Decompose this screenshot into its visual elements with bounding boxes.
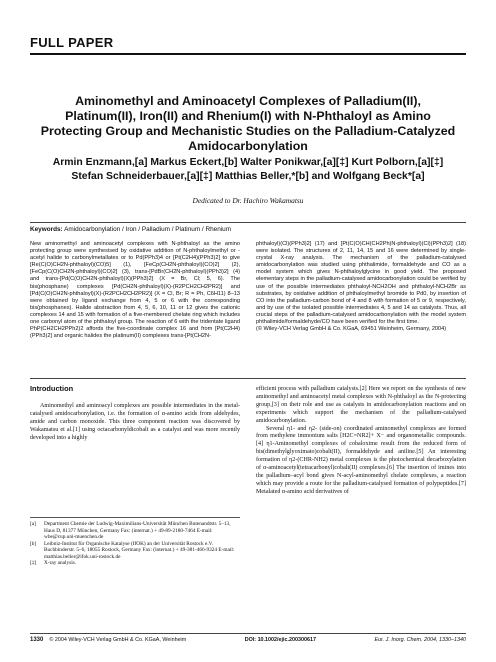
affiliation-text: Leibniz-Institut für Organische Katalyse (IfOK) an der Universität Rostock e.V. Buchbinderstr. 5–6, 18055 Rostock, Germany Fax: (internat.) + 49-381-466-9324 E-mail: matthias.beller@ifok.uni-rostock.de: [44, 540, 235, 560]
keywords-line: [30, 222, 466, 233]
affiliation-item: [30, 560, 240, 567]
abstract-rule: [30, 378, 466, 379]
keywords-text: Amidocarbonylation / Iron / Palladium / Platinum / Rhenium: [64, 226, 232, 233]
journal-citation: Eur. J. Inorg. Chem. 2004, 1330–1340: [374, 637, 466, 643]
abstract-copyright: (© Wiley-VCH Verlag GmbH & Co. KGaA, 69451 Weinheim, Germany, 2004): [256, 326, 447, 333]
introduction-right-column: [256, 386, 466, 497]
introduction-paragraph: efficient process with palladium catalysts.[2] Here we report on the synthesis of new aminomethyl and aminoacetyl metal complexes with N-phthaloyl as the N-protecting group,[3] on their role and use as catalysts in amidocarbonylation reactions and on experiments which support the mechanism of the palladium-catalysed amidocarbonylation.: [256, 386, 466, 424]
affiliation-item: [30, 541, 240, 561]
dedication: Dedicated to Dr. Hachiro Wakamatsu: [192, 196, 304, 205]
page-number: 1330: [30, 637, 44, 643]
running-header: FULL PAPER: [30, 35, 114, 50]
introduction-paragraph: Aminomethyl and aminoacyl complexes are possible intermediates in the metal-catalysed amidocarbonylation, i.e. the formation of α-amino acids from aldehydes, amide and carbon monoxide. This three component reaction was discovered by Wakamatsu et al.[1] using octacarbonyldicobalt as a catalyst and was more recently developed into a highly: [30, 403, 240, 441]
affiliation-mark: [b]: [30, 540, 37, 547]
author-line-2: Stefan Schneiderbauer,[a][‡] Matthias Beller,*[b] and Wolfgang Beck*[a]: [71, 171, 425, 182]
abstract-right-text: phthaloyl)(Cl)(PPh3)2] (17) and [Pt(C(O)CH(CH2Ph)N-phthaloyl)(Cl)(PPh3)2] (18) were isolated. The structures of 2, 11, 14, 15 and 16 were determined by single-crystal X-ray analysis. The mechanism of the palladium-catalysed amidocarbonylation was studied using phthalimide, formaldehyde and CO as a model system which gives N-phthaloylglycine in good yield. The proposed elementary steps in the palladium-catalysed amidocarbonylation could be verified by use of the possible intermediates phthaloyl-NCH2OH and phthaloyl-NCH2Br as substrates, by oxidative addition of phthaloylmethyl bromide to Pd0, by insertion of CO into the palladium-carbon bond of 4 and 8 with formation of 5 or 9, respectively, and by use of the isolated possible intermediates 4, 5 and 14 as catalysts. Thus, all crucial steps of the palladium-catalysed amidocarbonylation with the model system phthalimide/formaldehyde/CO have been verified for the first time.: [256, 241, 466, 326]
page-footer: [30, 637, 466, 643]
doi-link[interactable]: DOI: 10.1002/ejic.200300617: [244, 637, 317, 643]
author-list: [40, 156, 456, 184]
introduction-left-column: [30, 403, 240, 443]
footer-rule: [30, 633, 466, 634]
header-rule: [30, 53, 466, 55]
introduction-heading: Introduction: [30, 384, 74, 393]
affiliations: [30, 517, 240, 567]
abstract-right-column: [256, 241, 466, 333]
affiliation-mark: [‡]: [30, 560, 37, 566]
introduction-paragraph: Several η1- and η2- (side-on) coordinated aminomethyl complexes are formed from methylene immonium salts [H2C=NR2]+ X− and organometallic compounds.[4] η1-Aminomethyl complexes of cobaloxime result from the reduced form of bis(dimethylglyoximato)cobalt(II), formaldehyde and aniline.[5] An interesting formation of η2-(CHR-NH2) metal complexes is the photochemical decarboxylation of α-aminoacetyl(tetracarbonyl)cobalt(II) complexes.[6] The insertion of imines into the palladium–acyl bond gives N-acyl-aminomethyl chelate complexes, a reaction which may provide a route for the palladium-catalysed formation of polypeptides.[7] Metalated α-amino acid derivatives of: [256, 425, 466, 495]
footer-copyright: © 2004 Wiley-VCH Verlag GmbH & Co. KGaA, Weinheim: [49, 637, 187, 643]
paper-title: Aminomethyl and Aminoacetyl Complexes of Palladium(II), Platinum(II), Iron(II) and Rhenium(I) with N-Phthaloyl as Amino Protecting Group and Mechanistic Studies on the Palladium-Catalyzed Amidocarbonylation: [40, 94, 456, 153]
affiliation-item: [30, 521, 240, 541]
affiliation-text: Department Chemie der Ludwig-Maximilians-Universität München Butenandtstr. 5–13, Haus D, 81377 München, Germany Fax: (internat.) + 49-89-2180-7464 E-mail: wbe@cup.uni-muenchen.de: [44, 521, 231, 540]
affiliation-text: X-ray analysis.: [44, 560, 77, 566]
keywords-label: Keywords:: [30, 226, 63, 233]
abstract-left-column: New aminomethyl and aminoacetyl complexes with N-phthaloyl as the amino protecting group were synthesised by oxidative addition of N-phthaloylmethyl or -acetyl halide to carbonylmetallates or to Pd(PPh3)4 or [Pt(C2H4)(PPh3)2] to give [Re(C(O)CH2N-phthaloyl)(CO)5] (1), [FeCp(CH2N-phthaloyl)(CO)2] (2), [FeCp(C(O)CH2N-phthaloyl)(CO)2] (3), trans-[PdBr(CH2N-phthaloyl)(PPh3)2] (4) and trans-[Pd(C(O)CH2N-phthaloyl)(X)(PPh3)2] (X = Br, Cl; 5, 6). The bis(phosphane) complexes [Pd(CH2N-phthaloyl)(X)-(R2PCH2CH2PR2)] and [Pd(C(O)CH2N-phthaloyl)(X)-(R2PCH2CH2PR2)] (X = Cl, Br; R = Ph, C6H11) 8–13 were obtained by ligand exchange from 4, 5 or 6 with the corresponding bis(phosphanes). Halide abstraction from 4, 5, 6, 10, 11 or 12 gives the cationic complexes 14 and 15 with formation of a five-membered chelate ring which includes one carbonyl atom of the phthaloyl group. The reaction of 6 with the tridentate ligand PhP(CH2CH2PPh2)2 affords the five-coordinate complex 16 and from [Pt(C2H4)(PPh3)2] and organic halides the platinum(II) complexes trans-[Pt(CH2N-: [30, 241, 240, 340]
author-line-1: Armin Enzmann,[a] Markus Eckert,[b] Walter Ponikwar,[a][‡] Kurt Polborn,[a][‡]: [52, 157, 444, 168]
affiliation-mark: [a]: [30, 521, 36, 527]
